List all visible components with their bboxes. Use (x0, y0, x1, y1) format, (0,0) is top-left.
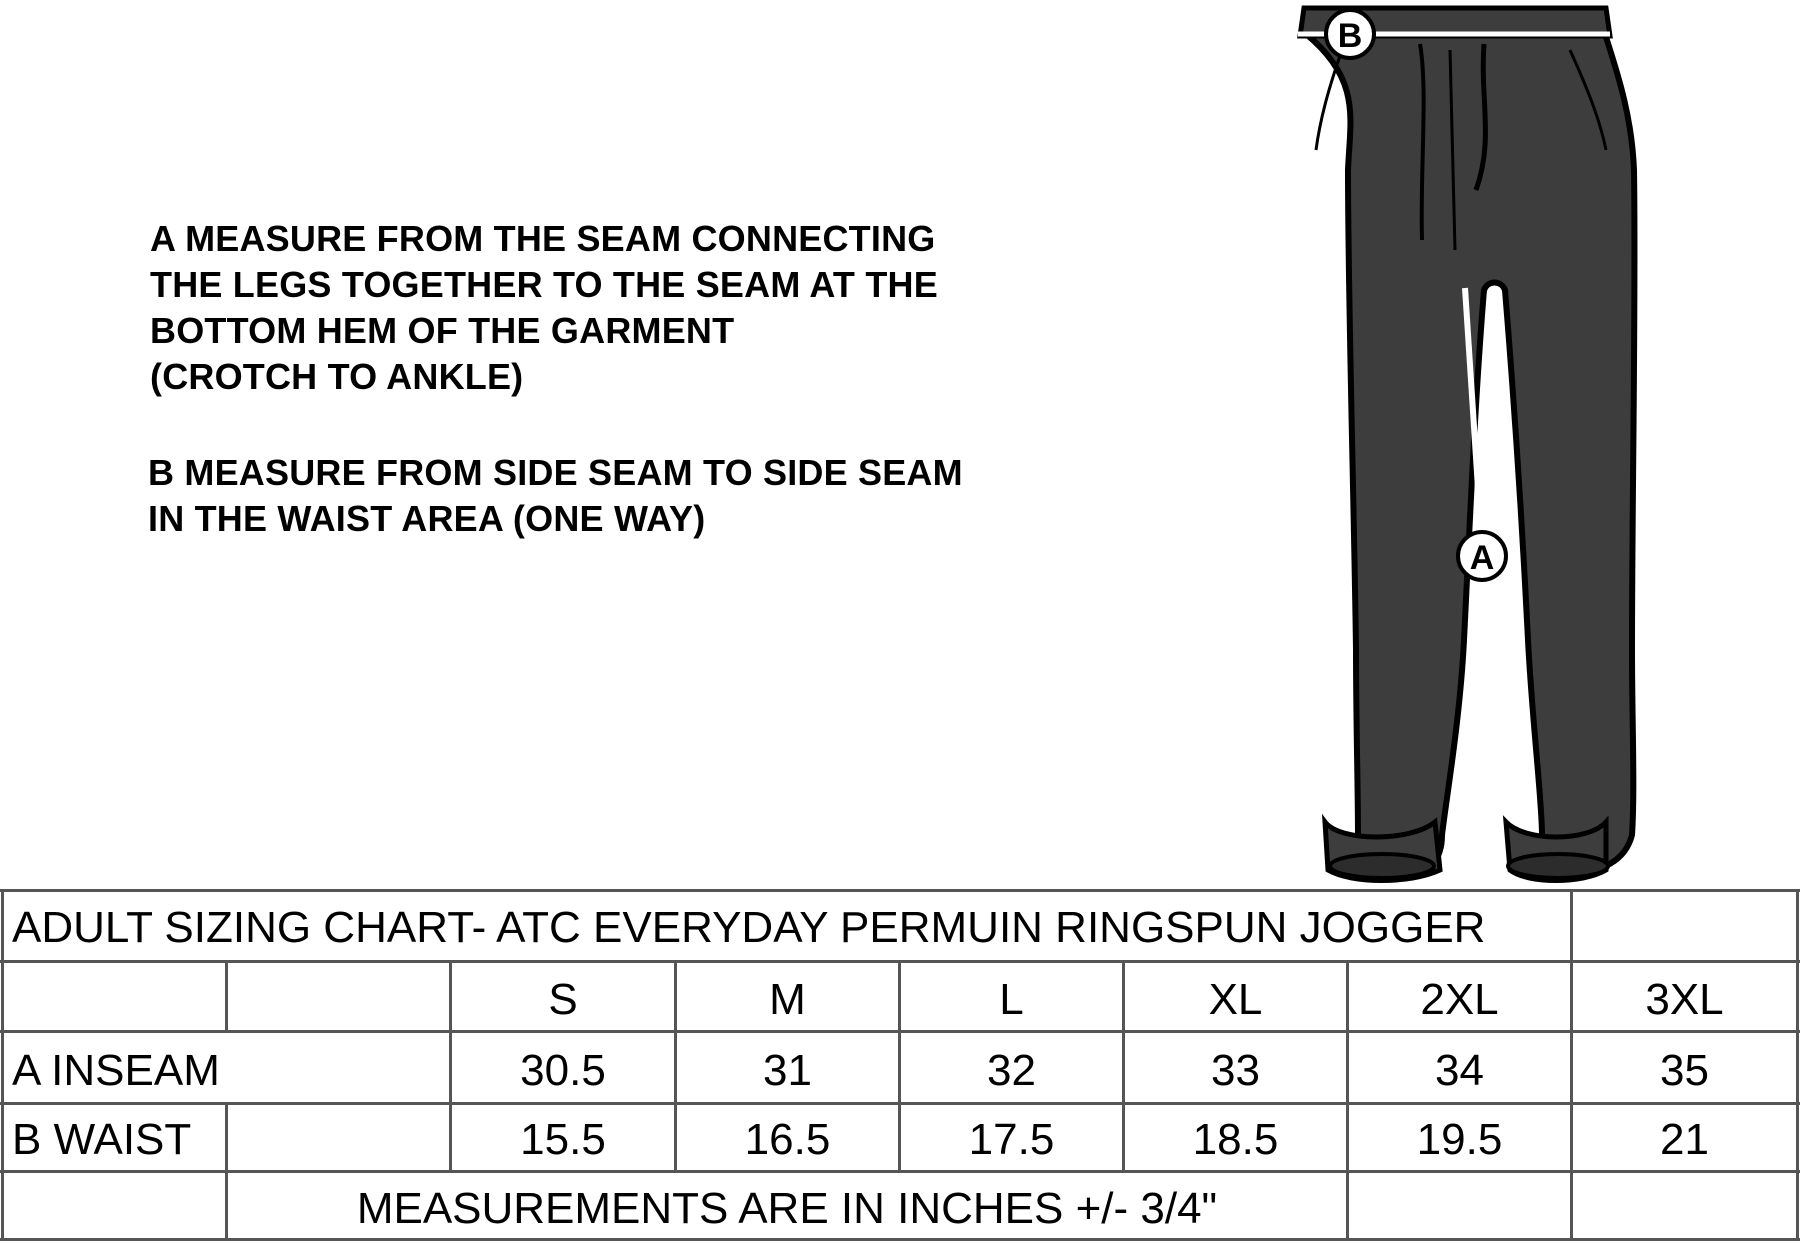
size-header: M (769, 975, 806, 1024)
table-cell: 15.5 (520, 1115, 606, 1164)
size-header: S (548, 975, 578, 1024)
instruction-a (150, 216, 938, 400)
size-header: XL (1208, 975, 1263, 1024)
table-border (225, 960, 228, 1032)
instruction-b (148, 450, 963, 542)
garment-body (1306, 34, 1635, 872)
instruction-a-line: BOTTOM HEM OF THE GARMENT (150, 310, 735, 351)
instruction-a-line: THE LEGS TOGETHER TO THE SEAM AT THE (150, 264, 938, 305)
left-cuff-opening (1330, 854, 1434, 878)
instruction-a-line: (CROTCH TO ANKLE) (150, 356, 524, 397)
table-border (0, 889, 1800, 892)
table-cell: 30.5 (520, 1046, 606, 1095)
right-cuff-opening (1508, 854, 1608, 878)
table-cell: 35 (1660, 1046, 1709, 1095)
table-cell: 21 (1660, 1115, 1709, 1164)
table-cell: 34 (1435, 1046, 1484, 1095)
table-footnote: MEASUREMENTS ARE IN INCHES +/- 3/4" (356, 1184, 1218, 1233)
table-title: ADULT SIZING CHART- ATC EVERYDAY PERMUIN RINGSPUN JOGGER (12, 903, 1486, 952)
label-b: B (1337, 17, 1363, 55)
row-label-inseam: A INSEAM (12, 1046, 220, 1095)
jogger-pants-diagram (1270, 0, 1690, 890)
table-border (1, 889, 4, 1241)
instruction-b-line: IN THE WAIST AREA (ONE WAY) (148, 498, 706, 539)
table-cell: 32 (987, 1046, 1036, 1095)
table-cell: 19.5 (1416, 1115, 1503, 1164)
garment-left-edge (1281, 34, 1310, 872)
table-cell: 31 (763, 1046, 812, 1095)
table-border (0, 1238, 1800, 1241)
table-cell: 16.5 (744, 1115, 831, 1164)
row-label-waist: B WAIST (12, 1115, 192, 1164)
table-cell: 17.5 (968, 1115, 1055, 1164)
table-cell: 33 (1211, 1046, 1260, 1095)
table-border (1796, 889, 1799, 1241)
left-pocket (1316, 50, 1342, 150)
size-header: 3XL (1645, 975, 1724, 1024)
instruction-a-line: A MEASURE FROM THE SEAM CONNECTING (150, 218, 936, 259)
size-header: L (999, 975, 1024, 1024)
size-header: 2XL (1420, 975, 1499, 1024)
label-a: A (1469, 539, 1495, 577)
table-cell: 18.5 (1192, 1115, 1279, 1164)
instruction-b-line: B MEASURE FROM SIDE SEAM TO SIDE SEAM (148, 452, 963, 493)
